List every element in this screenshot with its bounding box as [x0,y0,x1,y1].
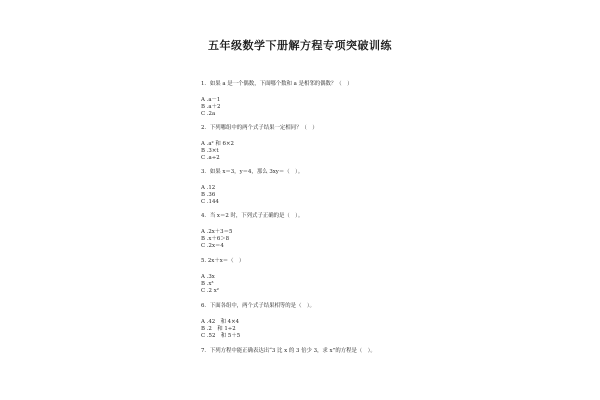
question-4-stem: 4．当 x＝2 时，下列式子正确的是（ ）。 [201,213,304,219]
question-6-option-a: A .42 和 4×4 [201,319,240,325]
question-3-stem: 3．如果 x＝3，y＝4，那么 3xy＝（ ）。 [201,169,304,175]
question-3-option-b: B .36 [201,192,216,199]
question-5-option-b: B .x³ [201,281,214,288]
question-2-options [201,141,401,163]
question-1-option-c: C .2a [201,111,216,118]
question-2-stem: 2．下列哪组中的两个式子结果一定相同？（ ） [201,125,318,131]
question-3-option-a: A .12 [201,185,216,191]
page-title: 五年级数学下册解方程专项突破训练 [208,39,392,52]
question-5-options [201,274,401,296]
question-5-stem: 5. 2x＋x＝（ ） [201,258,245,264]
question-1-options [201,97,401,119]
question-2-option-b: B .3×t [201,148,219,155]
question-2-option-c: C .a÷2 [201,155,220,162]
question-4-option-a: A .2x＋3＝5 [201,229,233,235]
question-3-options [201,185,401,207]
question-4-option-c: C .2x＝4 [201,243,224,250]
question-1-option-b: B .a＋2 [201,104,221,111]
question-4-options [201,229,401,251]
question-4-option-b: B .x＋6＞8 [201,236,230,243]
question-1-stem: 1．如果 a 是一个偶数，下面哪个数和 a 是相邻的偶数？（ ） [201,81,353,87]
question-3-option-c: C .144 [201,199,219,206]
question-5-option-c: C .2 x² [201,288,219,295]
question-6-options [201,319,401,341]
question-1-option-a: A .a－1 [201,97,221,103]
question-2-option-a: A .a² 和 6×2 [201,141,234,147]
question-5-option-a: A .3x [201,274,215,280]
question-6-option-b: B .2 和 1÷2 [201,326,236,333]
question-7-stem: 7．下列方程中能正确表达出“3 比 x 的 3 倍少 3，求 x”的方程是（ ）。 [201,348,376,354]
question-6-stem: 6．下面各组中，两个式子结果相等的是（ ）。 [201,303,315,309]
question-6-option-c: C .52 和 5＋5 [201,333,241,340]
